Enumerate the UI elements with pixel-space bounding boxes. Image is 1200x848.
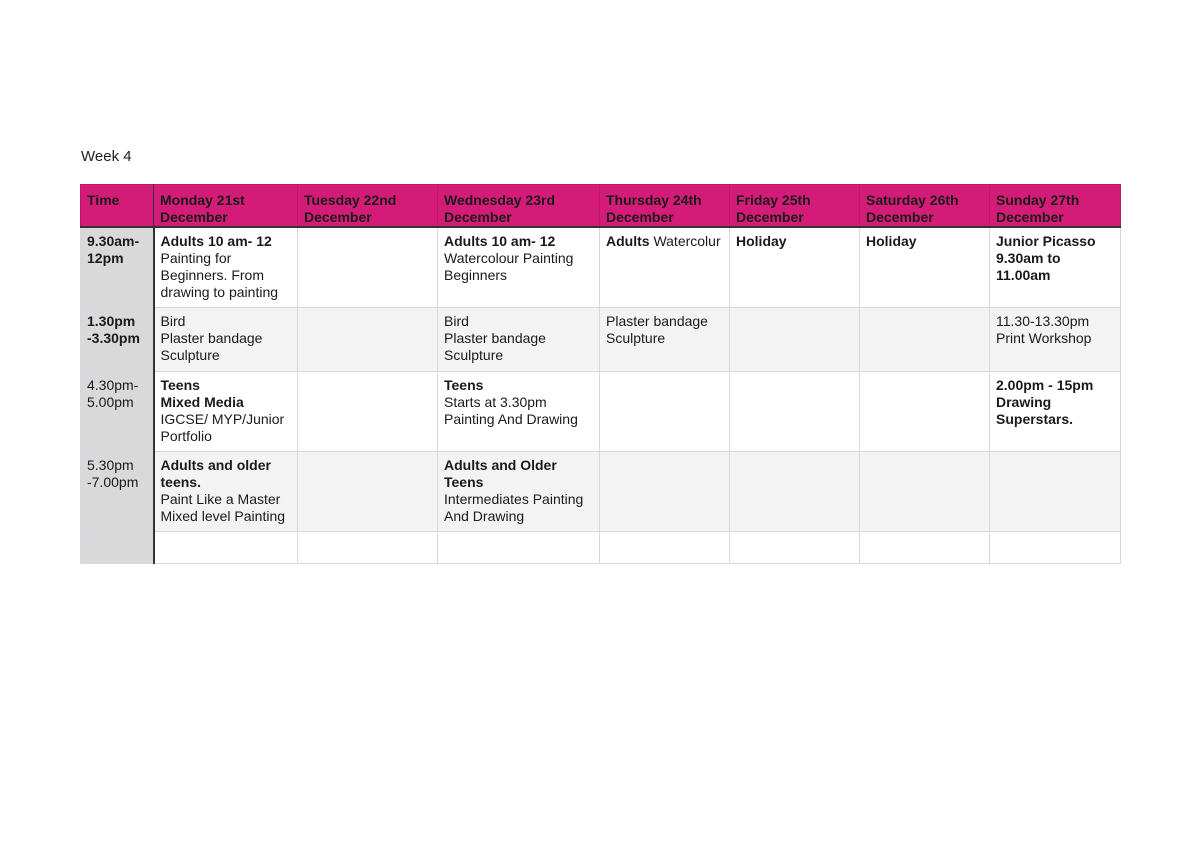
session-detail: Starts at 3.30pm bbox=[444, 394, 547, 410]
time-slot-cell bbox=[81, 308, 154, 372]
cell-saturday bbox=[860, 452, 990, 532]
header-wednesday-month: December bbox=[444, 209, 512, 225]
time-slot-end: -3.30pm bbox=[87, 330, 140, 346]
time-slot-end: -7.00pm bbox=[87, 474, 139, 490]
weekly-schedule-table bbox=[80, 184, 1121, 564]
session-detail: And Drawing bbox=[444, 508, 525, 524]
cell-tuesday bbox=[298, 308, 438, 372]
cell-monday bbox=[154, 372, 298, 452]
cell-thursday bbox=[600, 532, 730, 564]
time-slot-start: 9.30am- bbox=[87, 233, 140, 249]
header-monday bbox=[154, 185, 298, 228]
header-sunday-day: Sunday 27th bbox=[996, 192, 1080, 208]
header-friday-month: December bbox=[736, 209, 804, 225]
header-monday-day: Monday 21st bbox=[160, 192, 245, 208]
cell-saturday bbox=[860, 372, 990, 452]
holiday-label: Holiday bbox=[866, 233, 917, 249]
time-slot-start: 5.30pm bbox=[87, 457, 134, 473]
time-slot-cell bbox=[81, 372, 154, 452]
header-row bbox=[81, 185, 1121, 228]
holiday-label: Holiday bbox=[736, 233, 787, 249]
session-title: Teens bbox=[160, 377, 200, 393]
cell-friday bbox=[730, 532, 860, 564]
session-detail: IGCSE/ MYP/Junior bbox=[160, 411, 285, 427]
session-title: teens. bbox=[160, 474, 201, 490]
session-detail: Plaster bandage bbox=[160, 330, 263, 346]
cell-wednesday bbox=[438, 227, 600, 308]
cell-thursday bbox=[600, 372, 730, 452]
cell-saturday bbox=[860, 532, 990, 564]
header-wednesday bbox=[438, 185, 600, 228]
session-detail: Plaster bandage bbox=[444, 330, 546, 346]
header-sunday-month: December bbox=[996, 209, 1064, 225]
session-detail: Bird bbox=[444, 313, 469, 329]
header-time: Time bbox=[81, 185, 154, 228]
cell-friday bbox=[730, 308, 860, 372]
cell-friday bbox=[730, 452, 860, 532]
cell-wednesday bbox=[438, 452, 600, 532]
time-slot-end: 12pm bbox=[87, 250, 124, 266]
header-friday bbox=[730, 185, 860, 228]
session-detail: Sculpture bbox=[444, 347, 504, 363]
session-detail: Painting for bbox=[160, 250, 232, 266]
session-time: 2.00pm - 15pm bbox=[996, 377, 1094, 393]
session-detail: Plaster bandage bbox=[606, 313, 708, 329]
time-slot-cell bbox=[81, 532, 154, 564]
session-title: Adults 10 am- 12 bbox=[444, 233, 556, 249]
time-slot-cell bbox=[81, 452, 154, 532]
cell-friday bbox=[730, 227, 860, 308]
cell-thursday bbox=[600, 452, 730, 532]
cell-sunday bbox=[990, 452, 1121, 532]
cell-sunday bbox=[990, 532, 1121, 564]
session-detail: Sculpture bbox=[606, 330, 666, 346]
header-monday-month: December bbox=[160, 209, 228, 225]
header-saturday-day: Saturday 26th bbox=[866, 192, 959, 208]
session-title: Teens bbox=[444, 377, 484, 393]
session-title: Adults 10 am- 12 bbox=[160, 233, 272, 249]
cell-monday bbox=[154, 532, 298, 564]
cell-monday bbox=[154, 452, 298, 532]
cell-friday bbox=[730, 372, 860, 452]
session-detail: Mixed level Painting bbox=[160, 508, 286, 524]
session-detail: Bird bbox=[160, 313, 186, 329]
cell-sunday bbox=[990, 372, 1121, 452]
cell-sunday bbox=[990, 308, 1121, 372]
table-row bbox=[81, 452, 1121, 532]
session-title: Teens bbox=[444, 474, 484, 490]
cell-saturday bbox=[860, 227, 990, 308]
header-thursday-month: December bbox=[606, 209, 674, 225]
header-saturday-month: December bbox=[866, 209, 934, 225]
cell-monday bbox=[154, 227, 298, 308]
time-slot-start: 4.30pm- bbox=[87, 377, 139, 393]
header-thursday-day: Thursday 24th bbox=[606, 192, 702, 208]
header-tuesday bbox=[298, 185, 438, 228]
header-saturday bbox=[860, 185, 990, 228]
header-tuesday-month: December bbox=[304, 209, 372, 225]
cell-sunday bbox=[990, 227, 1121, 308]
table-row bbox=[81, 308, 1121, 372]
session-detail: Beginners bbox=[444, 267, 508, 283]
time-slot-start: 1.30pm bbox=[87, 313, 136, 329]
session-title: Junior Picasso bbox=[996, 233, 1096, 249]
session-title: Adults bbox=[606, 233, 650, 249]
header-friday-day: Friday 25th bbox=[736, 192, 811, 208]
session-detail: Portfolio bbox=[160, 428, 212, 444]
session-title: Superstars. bbox=[996, 411, 1074, 427]
session-time: 11.00am bbox=[996, 267, 1051, 283]
session-title: Adults and Older bbox=[444, 457, 557, 473]
cell-monday bbox=[154, 308, 298, 372]
session-time: 11.30-13.30pm bbox=[996, 313, 1090, 329]
cell-tuesday bbox=[298, 227, 438, 308]
header-thursday bbox=[600, 185, 730, 228]
session-detail: Sculpture bbox=[160, 347, 220, 363]
table-row bbox=[81, 227, 1121, 308]
session-time: 9.30am to bbox=[996, 250, 1061, 266]
table-row bbox=[81, 532, 1121, 564]
session-detail: Paint Like a Master bbox=[160, 491, 281, 507]
session-title: Adults and older bbox=[160, 457, 271, 473]
session-detail: Watercolur bbox=[649, 233, 721, 249]
cell-saturday bbox=[860, 308, 990, 372]
cell-wednesday bbox=[438, 532, 600, 564]
week-title: Week 4 bbox=[81, 148, 132, 165]
session-title: Drawing bbox=[996, 394, 1052, 410]
time-slot-cell bbox=[81, 227, 154, 308]
cell-thursday bbox=[600, 227, 730, 308]
session-detail: Painting And Drawing bbox=[444, 411, 578, 427]
session-detail: drawing to painting bbox=[160, 284, 279, 300]
session-detail: Watercolour Painting bbox=[444, 250, 574, 266]
header-sunday bbox=[990, 185, 1121, 228]
cell-wednesday bbox=[438, 308, 600, 372]
header-tuesday-day: Tuesday 22nd bbox=[304, 192, 397, 208]
session-detail: Intermediates Painting bbox=[444, 491, 584, 507]
cell-tuesday bbox=[298, 452, 438, 532]
header-wednesday-day: Wednesday 23rd bbox=[444, 192, 556, 208]
cell-tuesday bbox=[298, 372, 438, 452]
session-detail: Print Workshop bbox=[996, 330, 1092, 346]
time-slot-end: 5.00pm bbox=[87, 394, 134, 410]
cell-thursday bbox=[600, 308, 730, 372]
cell-wednesday bbox=[438, 372, 600, 452]
cell-tuesday bbox=[298, 532, 438, 564]
table-row bbox=[81, 372, 1121, 452]
session-detail: Beginners. From bbox=[160, 267, 264, 283]
session-title: Mixed Media bbox=[160, 394, 244, 410]
